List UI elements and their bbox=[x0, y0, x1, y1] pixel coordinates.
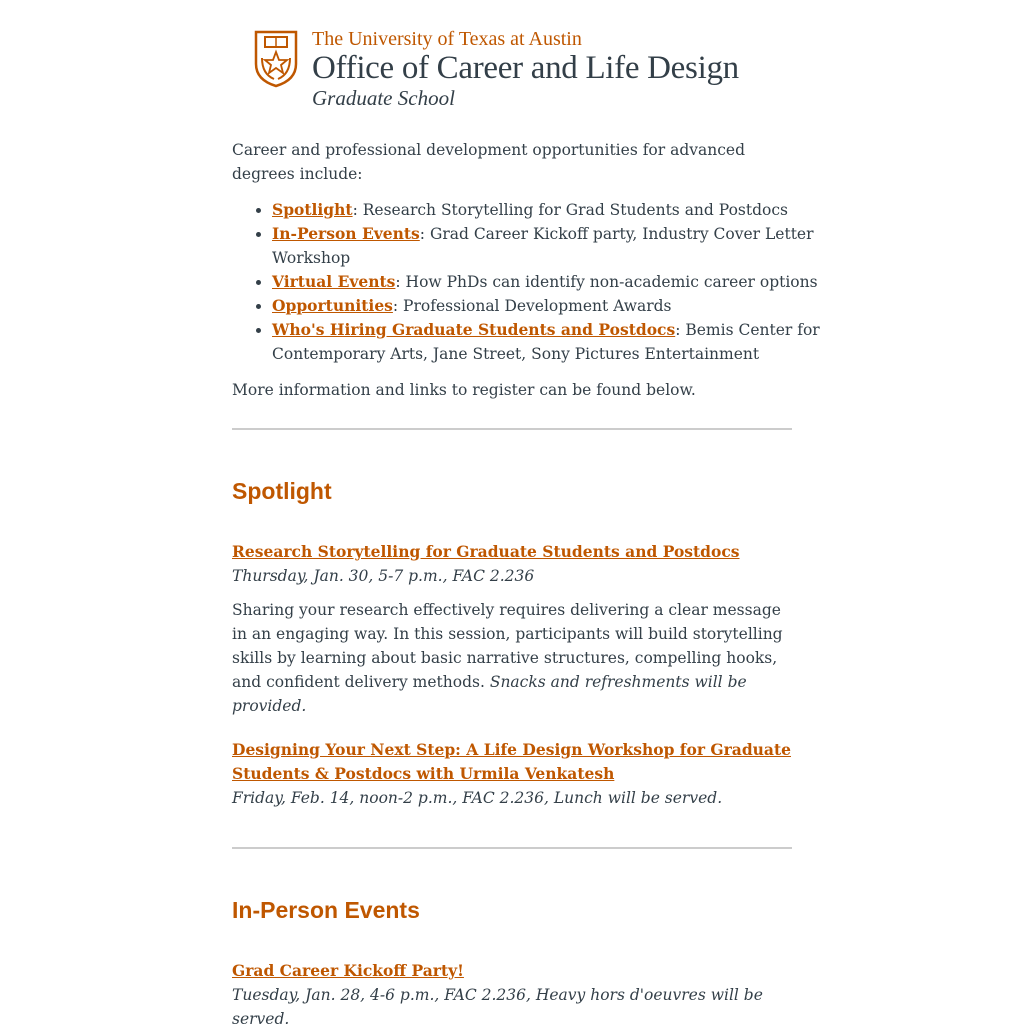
event-title-link[interactable]: Grad Career Kickoff Party! bbox=[232, 961, 464, 980]
more-info-text: More information and links to register can be found below. bbox=[232, 381, 696, 399]
spotlight-event bbox=[232, 738, 792, 810]
event-title-link[interactable]: Designing Your Next Step: A Life Design Workshop for Graduate Students & Postdocs with Urmila Venkatesh bbox=[232, 740, 791, 783]
list-item bbox=[272, 294, 832, 318]
in-person-events-heading: In-Person Events bbox=[232, 897, 420, 923]
intro-text: Career and professional development opportunities for advanced degrees include: bbox=[232, 141, 746, 183]
ut-shield-icon bbox=[254, 30, 298, 88]
event-description bbox=[232, 598, 792, 718]
spotlight-event bbox=[232, 540, 792, 718]
divider bbox=[232, 847, 792, 849]
ut-career-logo bbox=[254, 28, 774, 112]
school-name: Graduate School bbox=[312, 86, 455, 110]
list-item-text: : Bemis Center for Contemporary Arts, Jane Street, Sony Pictures Entertainment bbox=[272, 321, 820, 363]
event-date: Friday, Feb. 14, noon-2 p.m., FAC 2.236, Lunch will be served. bbox=[232, 789, 723, 807]
in-person-event bbox=[232, 959, 792, 1031]
opportunities-link[interactable]: Opportunities bbox=[272, 296, 393, 315]
event-date: Tuesday, Jan. 28, 4-6 p.m., FAC 2.236, Heavy hors d'oeuvres will be served. bbox=[232, 986, 763, 1028]
list-item bbox=[272, 222, 832, 270]
list-item bbox=[272, 318, 832, 366]
spotlight-heading: Spotlight bbox=[232, 478, 332, 504]
event-date: Thursday, Jan. 30, 5-7 p.m., FAC 2.236 bbox=[232, 567, 535, 585]
list-item-text: : Research Storytelling for Grad Students and Postdocs bbox=[352, 201, 788, 219]
list-item-text: : How PhDs can identify non-academic career options bbox=[395, 273, 818, 291]
description-text: Sharing your research effectively requires delivering a clear message in an engaging way. In this session, participants will build storytelling skills by learning about basic narrative structures, compelling hooks, and confident delivery methods. bbox=[232, 601, 783, 691]
whos-hiring-link[interactable]: Who's Hiring Graduate Students and Postdocs bbox=[272, 320, 676, 339]
summary-list bbox=[232, 198, 832, 366]
spotlight-link[interactable]: Spotlight bbox=[272, 200, 353, 219]
list-item-text: : Grad Career Kickoff party, Industry Cover Letter Workshop bbox=[272, 225, 814, 267]
description-note: Snacks and refreshments will be provided. bbox=[232, 673, 747, 715]
divider bbox=[232, 428, 792, 430]
office-name: Office of Career and Life Design bbox=[312, 50, 739, 86]
list-item-text: : Professional Development Awards bbox=[392, 297, 672, 315]
list-item bbox=[272, 198, 832, 222]
virtual-events-link[interactable]: Virtual Events bbox=[272, 272, 396, 291]
university-name: The University of Texas at Austin bbox=[312, 28, 582, 50]
list-item bbox=[272, 270, 832, 294]
event-title-link[interactable]: Research Storytelling for Graduate Students and Postdocs bbox=[232, 542, 740, 561]
in-person-events-link[interactable]: In-Person Events bbox=[272, 224, 420, 243]
